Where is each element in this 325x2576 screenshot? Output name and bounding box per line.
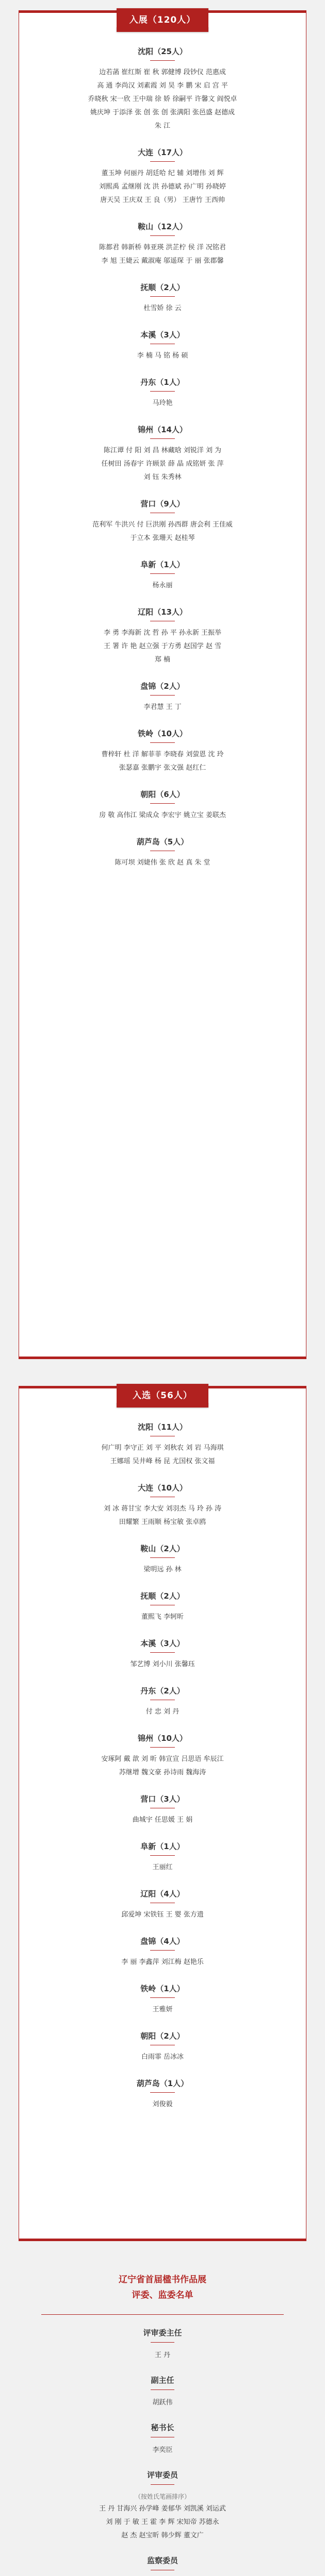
- name-line: 刘 钰 朱秀林: [143, 473, 182, 481]
- name-list: [19, 809, 306, 822]
- region-block: [19, 147, 306, 207]
- region-title: 锦州（10人）: [138, 1734, 187, 1743]
- role-name: 监察委员: [147, 2556, 178, 2565]
- region-divider: [150, 438, 175, 439]
- name-line: 高 通 李尚汉 刘素霞 刘 昊 李 鹏 宋 启 宫 平: [97, 82, 228, 90]
- region-title: 营口（9人）: [140, 499, 185, 509]
- region-block: [19, 2031, 306, 2064]
- name-list: [19, 701, 306, 714]
- region-block: [19, 837, 306, 870]
- region-title: 本溪（3人）: [140, 1639, 185, 1648]
- committee-role: [26, 2327, 299, 2362]
- region-block: [19, 1483, 306, 1529]
- region-block: [19, 499, 306, 545]
- name-list: [19, 2098, 306, 2111]
- name-list: [19, 1814, 306, 1827]
- name-list: [19, 626, 306, 667]
- member-line: 胡跃伟: [152, 2399, 173, 2406]
- region-title: 辽阳（4人）: [140, 1889, 185, 1899]
- region-block: [19, 1936, 306, 1969]
- region-divider: [150, 1557, 175, 1558]
- region-block: [19, 2078, 306, 2111]
- name-line: 于立本 张珊天 赵桂琴: [130, 534, 195, 542]
- admitted-panel: [19, 10, 306, 1359]
- region-block: [19, 1889, 306, 1922]
- name-line: 曲城宇 任思媛 王 娟: [132, 1816, 193, 1824]
- name-list: [19, 579, 306, 592]
- region-divider: [150, 60, 175, 61]
- region-title: 辽阳（13人）: [138, 607, 187, 617]
- region-list-selected: [19, 1422, 306, 2126]
- name-line: 边若菡 崔红斯 崔 秋 郭健博 段钞仪 范惠成: [99, 69, 226, 76]
- role-name: 评审委主任: [143, 2328, 182, 2337]
- region-divider: [150, 1855, 175, 1856]
- panel-bottom-border: [19, 2239, 306, 2241]
- region-title: 盘锦（4人）: [140, 1937, 185, 1946]
- role-name: 副主任: [151, 2376, 174, 2385]
- name-line: 陈可坝 刘婕伟 张 欣 赵 真 朱 堂: [115, 859, 210, 867]
- member-line: 王 丹: [154, 2351, 171, 2359]
- region-block: [19, 728, 306, 775]
- region-title: 葫芦岛（5人）: [136, 837, 189, 846]
- role-name: 评审委员: [147, 2470, 178, 2480]
- region-title: 阜新（1人）: [140, 1842, 185, 1851]
- role-members: [26, 2444, 299, 2457]
- name-line: 董熙飞 李轲昕: [141, 1613, 184, 1621]
- region-title: 本溪（3人）: [140, 330, 185, 340]
- region-title: 盘锦（2人）: [140, 682, 185, 691]
- region-title: 铁岭（1人）: [140, 1984, 185, 1993]
- name-list: [19, 1861, 306, 1874]
- name-line: 朱 江: [154, 122, 171, 130]
- committee-title: 辽宁省首届楹书作品展: [119, 2275, 206, 2285]
- region-block: [19, 282, 306, 315]
- name-line: 姚庆坤 于添泽 张 创 张 创 张满阳 张邑盛 赵德成: [90, 109, 235, 116]
- name-list: [19, 856, 306, 870]
- committee-section: [26, 2272, 299, 2576]
- name-line: 董玉坤 何丽丹 胡廷哈 纪 辅 刘增伟 刘 辉: [101, 170, 224, 177]
- section-badge-admitted: 入展（120人）: [117, 8, 208, 32]
- committee-role: [26, 2375, 299, 2410]
- region-block: [19, 1686, 306, 1719]
- member-line: 王 丹 甘海兴 孙学峰 姜郁华 刘凯溪 刘运武: [99, 2505, 226, 2513]
- name-list: [19, 349, 306, 363]
- region-list-admitted: [19, 46, 306, 884]
- region-title: 铁岭（10人）: [138, 729, 187, 738]
- name-line: 王 署 许 艳 赵立强 于方勇 赵国学 赵 雪: [103, 642, 222, 650]
- name-line: 陈都君 韩新桥 韩亚瑛 洪芷柠 侯 洋 况铭君: [99, 244, 226, 251]
- panel-bottom-border: [19, 1357, 306, 1359]
- name-line: 杜雪娇 徐 云: [143, 304, 182, 312]
- name-line: 刘熙禹 孟继刚 沈 洪 孙德斌 孙广明 孙晓婷: [99, 183, 226, 191]
- name-line: 陈江谭 付 阳 刘 昌 林藏晗 刘锐洋 刘 为: [103, 447, 222, 454]
- name-line: 何广明 李守正 刘 平 刘秋农 刘 岩 马海琪: [101, 1444, 224, 1452]
- region-title: 丹东（2人）: [140, 1686, 185, 1696]
- region-divider: [150, 2092, 175, 2093]
- region-block: [19, 681, 306, 714]
- region-title: 葫芦岛（1人）: [136, 2079, 189, 2088]
- region-title: 鞍山（2人）: [140, 1544, 185, 1553]
- name-line: 田耀繁 王雨顺 杨宝敏 张卓鸥: [119, 1518, 206, 1526]
- name-line: 邹艺博 刘小川 张馨珏: [130, 1660, 195, 1668]
- role-members: [26, 2502, 299, 2543]
- region-title: 朝阳（6人）: [140, 790, 185, 799]
- role-divider: [151, 2389, 174, 2390]
- region-divider: [150, 1950, 175, 1951]
- region-divider: [150, 695, 175, 696]
- name-line: 任树田 汤春宇 许顾景 薛 晶 成铭妍 张 萍: [101, 460, 224, 468]
- name-list: [19, 748, 306, 775]
- region-title: 营口（3人）: [140, 1794, 185, 1804]
- region-divider: [150, 1997, 175, 1998]
- region-divider: [150, 391, 175, 392]
- section-badge-selected: 入选（56人）: [117, 1384, 208, 1408]
- name-list: [19, 1908, 306, 1922]
- name-line: 刘 冰 蒋甘宝 李大安 刘羽杰 马 玲 孙 涛: [103, 1505, 222, 1513]
- name-line: 王雅妍: [152, 2006, 173, 2013]
- name-list: [19, 1563, 306, 1577]
- name-line: 安琢阿 戴 歆 刘 昕 韩宣宣 吕思语 牟辰江: [101, 1755, 224, 1763]
- name-line: 李 楠 马 铭 杨 硕: [137, 352, 188, 360]
- committee-divider: [41, 2314, 284, 2315]
- member-line: 李奕臣: [152, 2446, 173, 2454]
- name-line: 白雨霏 岳冰冰: [141, 2053, 184, 2061]
- region-divider: [150, 803, 175, 804]
- name-list: [19, 397, 306, 410]
- name-list: [19, 66, 306, 133]
- region-title: 锦州（14人）: [138, 425, 187, 434]
- role-divider: [151, 2342, 174, 2343]
- region-title: 沈阳（25人）: [138, 47, 187, 56]
- region-block: [19, 1544, 306, 1577]
- region-block: [19, 425, 306, 484]
- region-title: 抚顺（2人）: [140, 283, 185, 292]
- name-list: [19, 1658, 306, 1671]
- name-line: 邱爱坤 宋铁钰 王 婴 张方遗: [121, 1911, 204, 1919]
- name-list: [19, 1611, 306, 1624]
- committee-role: [26, 2555, 299, 2576]
- name-line: 马玲艳: [152, 399, 173, 407]
- region-divider: [150, 1652, 175, 1653]
- name-line: 范利军 牛洪兴 付 巨洪刚 孙西群 唐会利 王佳威: [92, 521, 233, 529]
- region-divider: [150, 161, 175, 162]
- name-list: [19, 1705, 306, 1719]
- name-line: 王丽红: [152, 1863, 173, 1871]
- name-list: [19, 167, 306, 207]
- region-block: [19, 1794, 306, 1827]
- name-line: 李 旭 王婕云 戴淑庵 邬遥琛 于 丽 张郡馨: [101, 257, 224, 265]
- region-divider: [150, 742, 175, 743]
- region-block: [19, 560, 306, 592]
- region-title: 鞍山（12人）: [138, 222, 187, 231]
- committee-roles: [26, 2327, 299, 2576]
- name-line: 梁明远 孙 林: [143, 1566, 182, 1573]
- name-line: 唐天吴 王庆双 王 良（男） 王唐竹 王西帅: [100, 196, 225, 204]
- role-members: [26, 2396, 299, 2410]
- region-divider: [150, 1747, 175, 1748]
- name-list: [19, 1502, 306, 1529]
- name-line: 郑 楠: [154, 656, 171, 664]
- region-block: [19, 1733, 306, 1780]
- name-list: [19, 1753, 306, 1780]
- region-block: [19, 1841, 306, 1874]
- region-title: 阜新（1人）: [140, 560, 185, 569]
- region-title: 抚顺（2人）: [140, 1591, 185, 1601]
- role-name: 秘书长: [151, 2423, 174, 2432]
- region-divider: [150, 235, 175, 236]
- committee-role: [26, 2469, 299, 2543]
- name-line: 李君慧 王 丁: [143, 703, 182, 711]
- region-block: [19, 607, 306, 667]
- name-list: [19, 518, 306, 545]
- region-block: [19, 330, 306, 363]
- name-list: [19, 2050, 306, 2064]
- role-note: （按姓氏笔画排序）: [134, 2493, 190, 2500]
- region-block: [19, 46, 306, 133]
- name-line: 苏继增 魏文豪 孙诗雨 魏海涛: [119, 1769, 206, 1776]
- committee-subtitle: 评委、监委名单: [132, 2290, 193, 2300]
- region-block: [19, 1984, 306, 2016]
- member-line: 刘 刚 于 敏 王 霍 李 辉 宋知帝 苏德永: [106, 2518, 219, 2526]
- role-divider: [151, 2484, 174, 2485]
- name-list: [19, 1442, 306, 1468]
- region-title: 大连（10人）: [138, 1483, 187, 1493]
- region-block: [19, 1638, 306, 1671]
- name-line: 李 勇 李海新 沈 哲 孙 平 孙永新 王振举: [103, 629, 222, 637]
- region-block: [19, 1591, 306, 1624]
- region-block: [19, 377, 306, 410]
- name-list: [19, 2003, 306, 2016]
- name-list: [19, 444, 306, 484]
- selected-panel: [19, 1386, 306, 2241]
- region-divider: [150, 573, 175, 574]
- region-title: 沈阳（11人）: [138, 1422, 187, 1432]
- region-title: 朝阳（2人）: [140, 2031, 185, 2041]
- region-block: [19, 222, 306, 268]
- name-line: 张瑟嘉 张鹏宇 张文强 赵红仁: [119, 764, 206, 772]
- name-line: 曹梓轩 杜 洋 解菲菲 李晓春 刘萤恩 沈 玲: [101, 751, 224, 758]
- committee-role: [26, 2422, 299, 2457]
- region-divider: [150, 296, 175, 297]
- name-list: [19, 241, 306, 268]
- region-block: [19, 789, 306, 822]
- name-line: 付 忠 刘 丹: [145, 1708, 180, 1716]
- member-line: 赵 杰 赵宝昕 韩少辉 董文广: [121, 2532, 204, 2539]
- region-title: 大连（17人）: [138, 148, 187, 157]
- name-line: 乔晓秋 宋一欣 王中瑞 徐 娇 徐嗣平 许馨文 阎悦卓: [88, 95, 237, 103]
- region-block: [19, 1422, 306, 1468]
- region-title: 丹东（1人）: [140, 378, 185, 387]
- role-members: [26, 2349, 299, 2362]
- name-list: [19, 302, 306, 315]
- name-line: 李 丽 李鑫萍 刘江梅 赵艳乐: [121, 1958, 204, 1966]
- name-line: 杨永丽: [152, 582, 173, 589]
- name-line: 刘俊毅: [152, 2100, 173, 2108]
- name-line: 房 敬 高伟江 梁成众 李宏宇 姚立宝 姜联杰: [99, 811, 226, 819]
- name-line: 王娜瑶 吴井峰 杨 昆 尤国权 张文福: [110, 1458, 215, 1465]
- name-list: [19, 1956, 306, 1969]
